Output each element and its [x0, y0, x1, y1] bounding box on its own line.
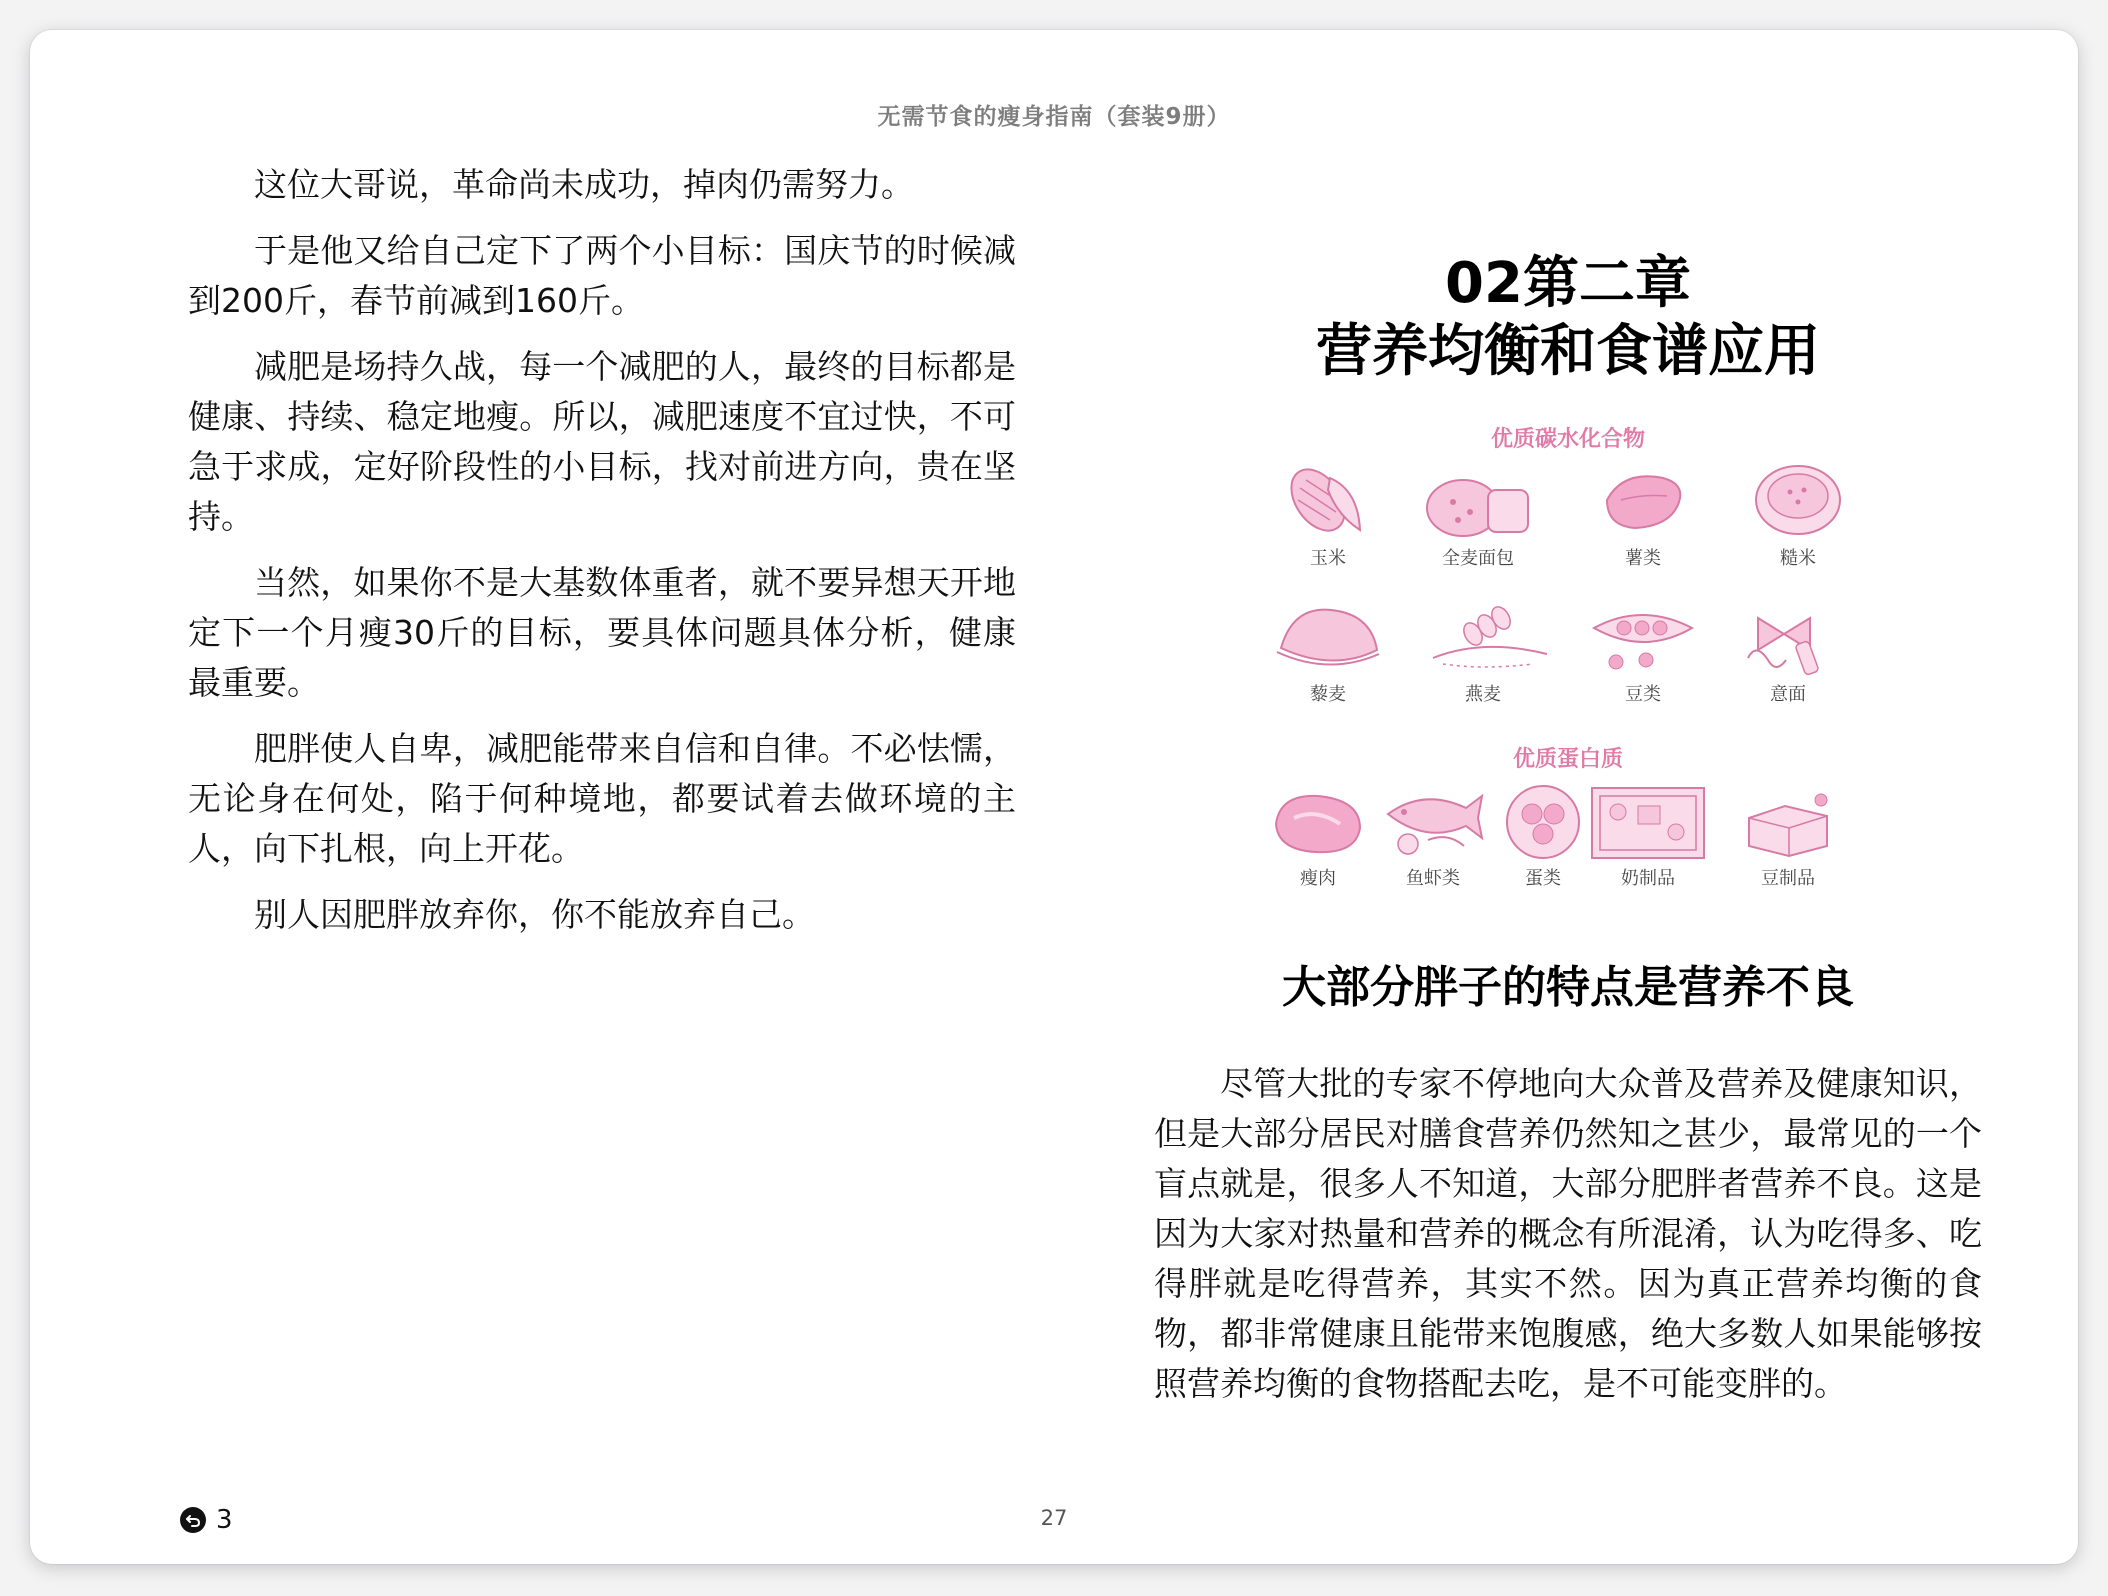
- food-item: [1373, 784, 1493, 890]
- food-item: [1738, 460, 1858, 570]
- food-item: [1268, 598, 1388, 706]
- food-item: [1418, 460, 1538, 570]
- quinoa-icon: [1273, 598, 1383, 678]
- food-illustration: [1258, 422, 1878, 907]
- bread-icon: [1418, 460, 1538, 542]
- paragraph: 尽管大批的专家不停地向大众普及营养及健康知识，但是大部分居民对膳食营养仍然知之甚少，最常见的一个盲点就是，很多人不知道，大部分肥胖者营养不良。这是因为大家对热量和营养的概念有所混淆，认为吃得多、吃得胖就是吃得营养，其实不然。因为真正营养均衡的食物，都非常健康且能带来饱腹感，绝大多数人如果能够按照营养均衡的食物搭配去吃，是不可能变胖的。: [1154, 1064, 1982, 1403]
- food-item: [1483, 784, 1603, 890]
- food-item: [1583, 598, 1703, 706]
- page-number: 27: [1040, 1506, 1068, 1530]
- fish-icon: [1378, 784, 1488, 862]
- food-label: 糙米: [1780, 548, 1816, 569]
- protein-title: 优质蛋白质: [1512, 746, 1623, 772]
- chapter-title: 营养均衡和食谱应用: [1316, 319, 1820, 384]
- rice-bowl-icon: [1748, 460, 1848, 542]
- food-label: 豆制品: [1761, 868, 1815, 889]
- food-item: [1728, 784, 1848, 890]
- peas-icon: [1588, 598, 1698, 678]
- food-label: 豆类: [1625, 684, 1661, 705]
- food-item: [1588, 784, 1708, 890]
- paragraph: 别人因肥胖放弃你，你不能放弃自己。: [254, 895, 815, 934]
- reader-window: [30, 30, 2078, 1564]
- oats-icon: [1423, 598, 1553, 678]
- meat-icon: [1268, 784, 1368, 862]
- right-page: [1154, 250, 1982, 1409]
- book-title: 无需节食的瘦身指南（套装9册）: [877, 104, 1231, 130]
- food-item: [1583, 460, 1703, 570]
- food-item: [1423, 598, 1543, 706]
- paragraph: 于是他又给自己定下了两个小目标：国庆节的时候减到200斤，春节前减到160斤。: [188, 231, 1016, 320]
- sweet-potato-icon: [1593, 460, 1693, 542]
- paragraph: 这位大哥说，革命尚未成功，掉肉仍需努力。: [254, 165, 914, 204]
- tofu-icon: [1733, 784, 1843, 862]
- carbs-title: 优质碳水化合物: [1490, 426, 1645, 452]
- egg-icon: [1498, 784, 1588, 862]
- food-label: 蛋类: [1525, 868, 1561, 889]
- paragraph: 当然，如果你不是大基数体重者，就不要异想天开地定下一个月瘦30斤的目标，要具体问题具体分析，健康最重要。: [188, 563, 1016, 702]
- food-label: 鱼虾类: [1406, 868, 1460, 889]
- food-item: [1728, 598, 1848, 706]
- paragraph: 减肥是场持久战，每一个减肥的人，最终的目标都是健康、持续、稳定地瘦。所以，减肥速度不宜过快，不可急于求成，定好阶段性的小目标，找对前进方向，贵在坚持。: [188, 347, 1016, 536]
- section-heading: 大部分胖子的特点是营养不良: [1282, 962, 1854, 1013]
- food-label: 全麦面包: [1442, 548, 1514, 569]
- food-label: 意面: [1770, 684, 1806, 705]
- food-label: 藜麦: [1310, 684, 1346, 705]
- food-item: [1258, 784, 1378, 890]
- dairy-icon: [1588, 784, 1708, 862]
- food-label: 燕麦: [1465, 684, 1501, 705]
- food-label: 奶制品: [1621, 868, 1675, 889]
- chapter-number: 02第二章: [1445, 251, 1691, 316]
- left-page: [188, 160, 1016, 956]
- progress-value: 3: [216, 1505, 233, 1535]
- corn-icon: [1278, 460, 1378, 542]
- food-label: 瘦肉: [1300, 868, 1336, 889]
- food-label: 薯类: [1625, 548, 1661, 569]
- paragraph: 肥胖使人自卑，减肥能带来自信和自律。不必怯懦，无论身在何处，陷于何种境地，都要试着去做环境的主人，向下扎根，向上开花。: [188, 729, 1016, 868]
- food-label: 玉米: [1310, 548, 1346, 569]
- pasta-icon: [1738, 598, 1838, 678]
- food-item: [1268, 460, 1388, 570]
